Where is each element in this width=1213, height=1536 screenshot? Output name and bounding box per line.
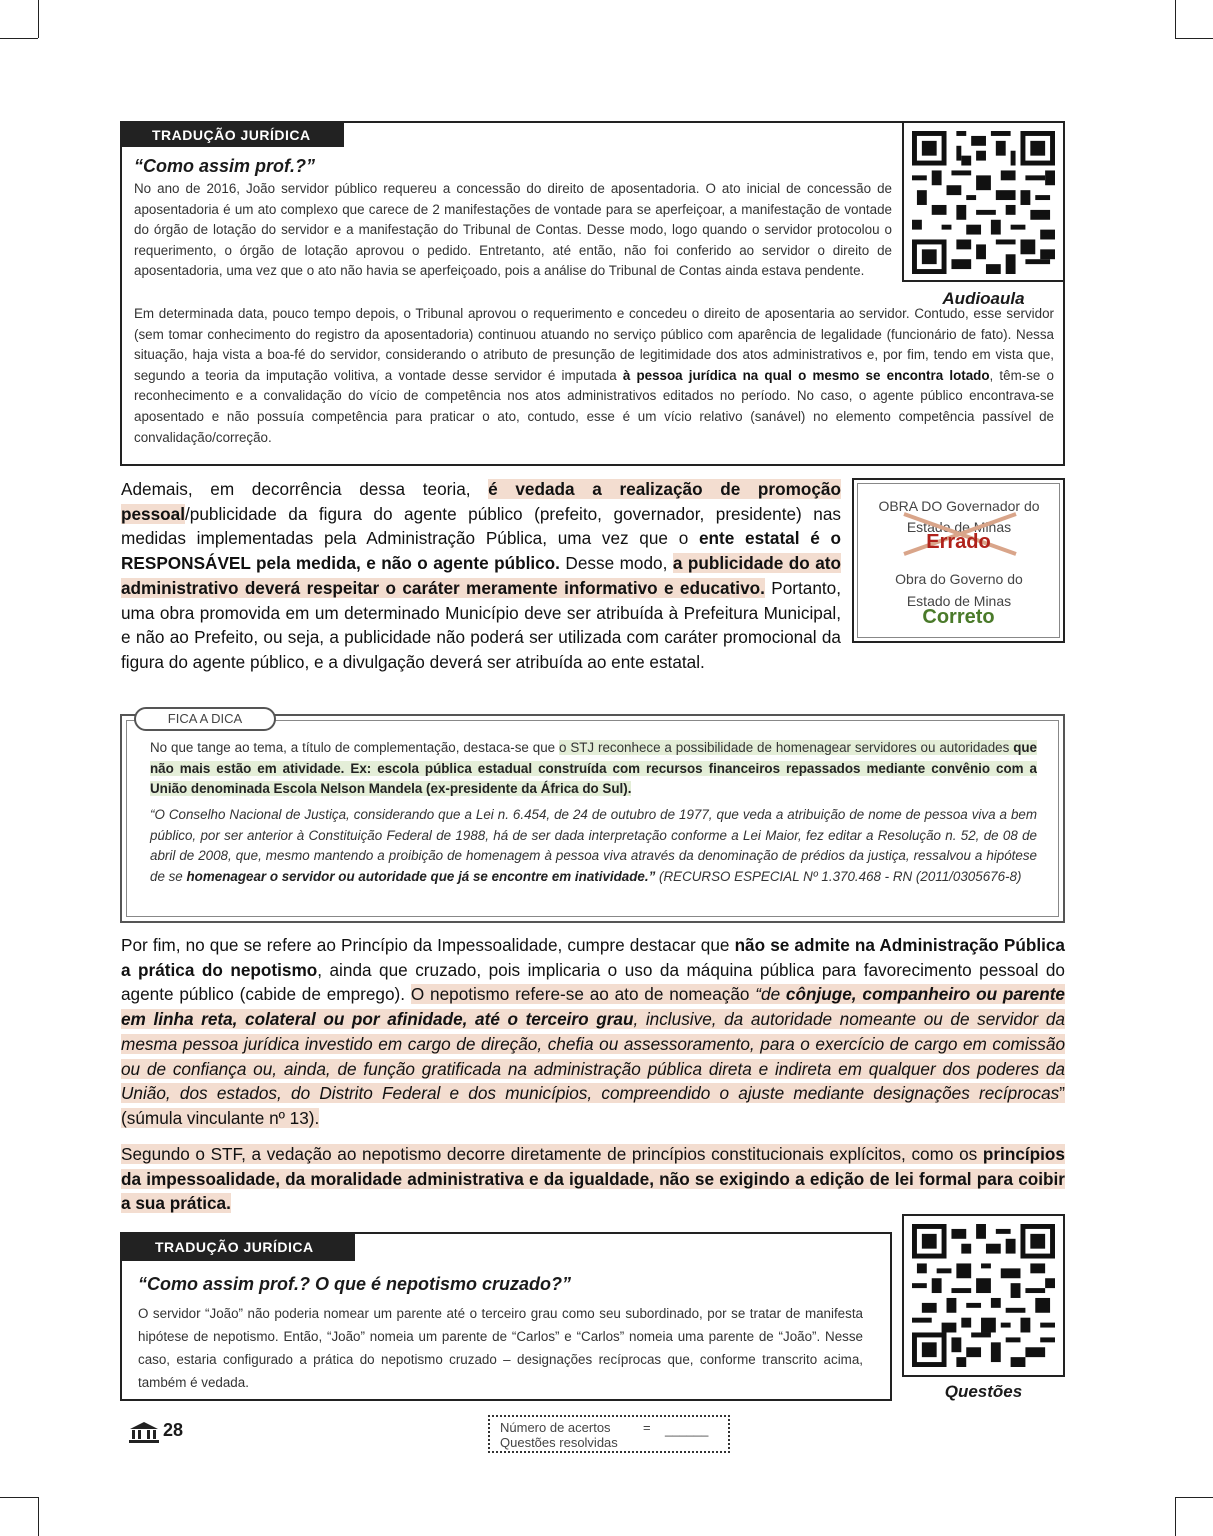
paragraph-promocao-pessoal: Ademais, em decorrência dessa teoria, é vedada a realização de promoção pessoal/publicidade da figura do agente público (prefeito, governador, presidente) nas medidas implementadas pela Administração Pública, uma vez que o ente estatal é o RESPONSÁVEL pela medida, e não o agente público. Desse modo, a publicidade do ato administrativo deverá respeitar o caráter meramente informativo e educativo. Portanto, uma obra promovida em um determinado Município deve ser atribuída à Prefeitura Municipal, e não ao Prefeito, ou seja, a publicidade não poderá ser utilizada com caráter promocional da figura do agente público, e a divulgação deverá ser atribuída ao ente estatal. bbox=[121, 479, 841, 672]
crop-mark bbox=[0, 1497, 38, 1498]
score-blank[interactable]: ______ bbox=[665, 1422, 709, 1437]
example-box bbox=[852, 478, 1065, 643]
traducao-juridica-box-2 bbox=[120, 1232, 892, 1401]
box-paragraph: O servidor “João” não poderia nomear um parente até o terceiro grau como seu subordinado, por se tratar de manifesta hipótese de nepotismo. Então, “João” nomeia um parente de “Carlos” e “Carlos” nomeia uma parente de “João”. Nesse caso, estaria configurado a prática do nepotismo cruzado – designações recíprocas que, conforme transcrito acima, também é vedada. bbox=[138, 1306, 863, 1390]
score-box bbox=[488, 1415, 730, 1453]
section-tag: TRADUÇÃO JURÍDICA bbox=[122, 1234, 355, 1261]
qr-code-questoes[interactable] bbox=[902, 1214, 1065, 1377]
section-tag: TRADUÇÃO JURÍDICA bbox=[122, 123, 344, 147]
qr-code-icon bbox=[912, 1224, 1055, 1367]
score-label-acertos: Número de acertos bbox=[500, 1420, 611, 1435]
right-label: Correto bbox=[922, 606, 995, 628]
qr-code-audioaula[interactable] bbox=[902, 121, 1065, 282]
score-label-resolvidas: Questões resolvidas bbox=[500, 1435, 618, 1450]
wrong-example-text: OBRA DO Governador do Estado de Minas bbox=[878, 498, 1040, 535]
crop-mark bbox=[38, 1497, 39, 1536]
crop-mark bbox=[1175, 1497, 1176, 1536]
building-icon bbox=[128, 1421, 160, 1443]
crop-mark bbox=[1175, 1497, 1213, 1498]
crop-mark bbox=[1175, 0, 1176, 38]
crop-mark bbox=[1175, 38, 1213, 39]
dica-quote: “O Conselho Nacional de Justiça, considerando que a Lei n. 6.454, de 24 de outubro de 1977, que veda a atribuição de nome de pessoa viva a bem público, por ser anterior à Constituição Federal de 1988, há de ser dada interpretação conforme a Lei Maior, fez editar a Resolução n. 52, de 08 de abril de 2008, que, mesmo mantendo a proibição de homenagem à pessoa viva através da denominação de prédios da justiça, ressalvou a hipótese de se homenagear o servidor ou autoridade que já se encontre em inatividade.” (RECURSO ESPECIAL Nº 1.370.468 - RN (2011/0305676-8) bbox=[150, 807, 1037, 884]
right-example-text: Obra do Governo do Estado de Minas bbox=[895, 571, 1023, 609]
wrong-label: Errado bbox=[926, 531, 991, 553]
dica-paragraph: No que tange ao tema, a título de complementação, destaca-se que o STJ reconhece a possibilidade de homenagear servidores ou autoridades que não mais estão em atividade. Ex: escola pública estadual construída com recursos financeiros repassados mediante convênio com a União denominada Escola Nelson Mandela (ex-presidente da África do Sul). bbox=[150, 740, 1038, 797]
score-equals: = bbox=[643, 1420, 651, 1435]
crop-mark bbox=[0, 38, 38, 39]
crop-mark bbox=[38, 0, 39, 38]
paragraph-nepotismo: Por fim, no que se refere ao Princípio da Impessoalidade, cumpre destacar que não se admite na Administração Pública a prática do nepotismo, ainda que cruzado, pois implicaria o uso da máquina pública para favorecimento pessoal do agente público (cabide de emprego). O nepotismo refere-se ao ato de nomeação “de cônjuge, companheiro ou parente em linha reta, colateral ou por afinidade, até o terceiro grau, inclusive, da autoridade nomeante ou de servidor da mesma pessoa jurídica investido em cargo de direção, chefia ou assessoramento, para o exercício de cargo em comissão ou de confiança ou, ainda, de função gratificada na administração pública direta e indireta em qualquer dos poderes da União, dos estados, do Distrito Federal e dos municípios, compreendido o ajuste mediante designações recíprocas” (súmula vinculante nº 13). bbox=[121, 935, 1065, 1128]
qr-caption: Questões bbox=[944, 1382, 1023, 1401]
qr-code-icon bbox=[912, 131, 1055, 274]
qr-caption: Audioaula bbox=[942, 289, 1025, 308]
dica-tag: FICA A DICA bbox=[134, 707, 276, 731]
paragraph-stf: Segundo o STF, a vedação ao nepotismo decorre diretamente de princípios constitucionais explícitos, como os princípios da impessoalidade, da moralidade administrativa e da igualdade, não se exigindo a edição de lei formal para coibir a sua prática. bbox=[121, 1144, 1065, 1214]
box-title: “Como assim prof.?” bbox=[134, 156, 316, 176]
box-title: “Como assim prof.? O que é nepotismo cruzado?” bbox=[138, 1274, 572, 1294]
fica-a-dica-box bbox=[120, 711, 1065, 923]
box-paragraph: Em determinada data, pouco tempo depois, o Tribunal aprovou o requerimento e concedeu o direito de aposentaria ao servidor. Contudo, esse servidor (sem tomar conhecimento do registro da aposentadoria) continuou atuando no serviço público com aparência de legalidade (funcionário de fato). Nessa situação, haja vista a boa-fé do servidor, considerando o atributo de presunção de legitimidade dos atos administrativos e, por fim, tendo em vista que, segundo a teoria da imputação volitiva, a vontade desse servidor é imputada à pessoa jurídica na qual o mesmo se encontra lotado, têm-se o reconhecimento e a convalidação do vício de competência nos atos administrativos editados no período. No caso, o agente público encontrava-se aposentado e não possuía competência para praticar o ato, contudo, esse é um vício relativo (sanável) no elemento competência passível de convalidação/correção. bbox=[134, 306, 1054, 445]
page-number: 28 bbox=[163, 1420, 184, 1440]
box-paragraph: No ano de 2016, João servidor público requereu a concessão do direito de aposentadoria. O ato inicial de concessão de aposentadoria é um ato complexo que carece de 2 manifestações de vontade para se aperfeiçoar, a manifestação de vontade do órgão de lotação do servidor e a manifestação do Tribunal de Contas. Desse modo, logo quando o servidor protocolou o requerimento, o órgão de lotação aprovou o pedido. Entretanto, até então, não foi conferido ao servidor o direito de aposentadoria, uma vez que o ato não havia se aperfeiçoado, pois a análise do Tribunal de Contas ainda estava pendente. bbox=[134, 181, 892, 279]
